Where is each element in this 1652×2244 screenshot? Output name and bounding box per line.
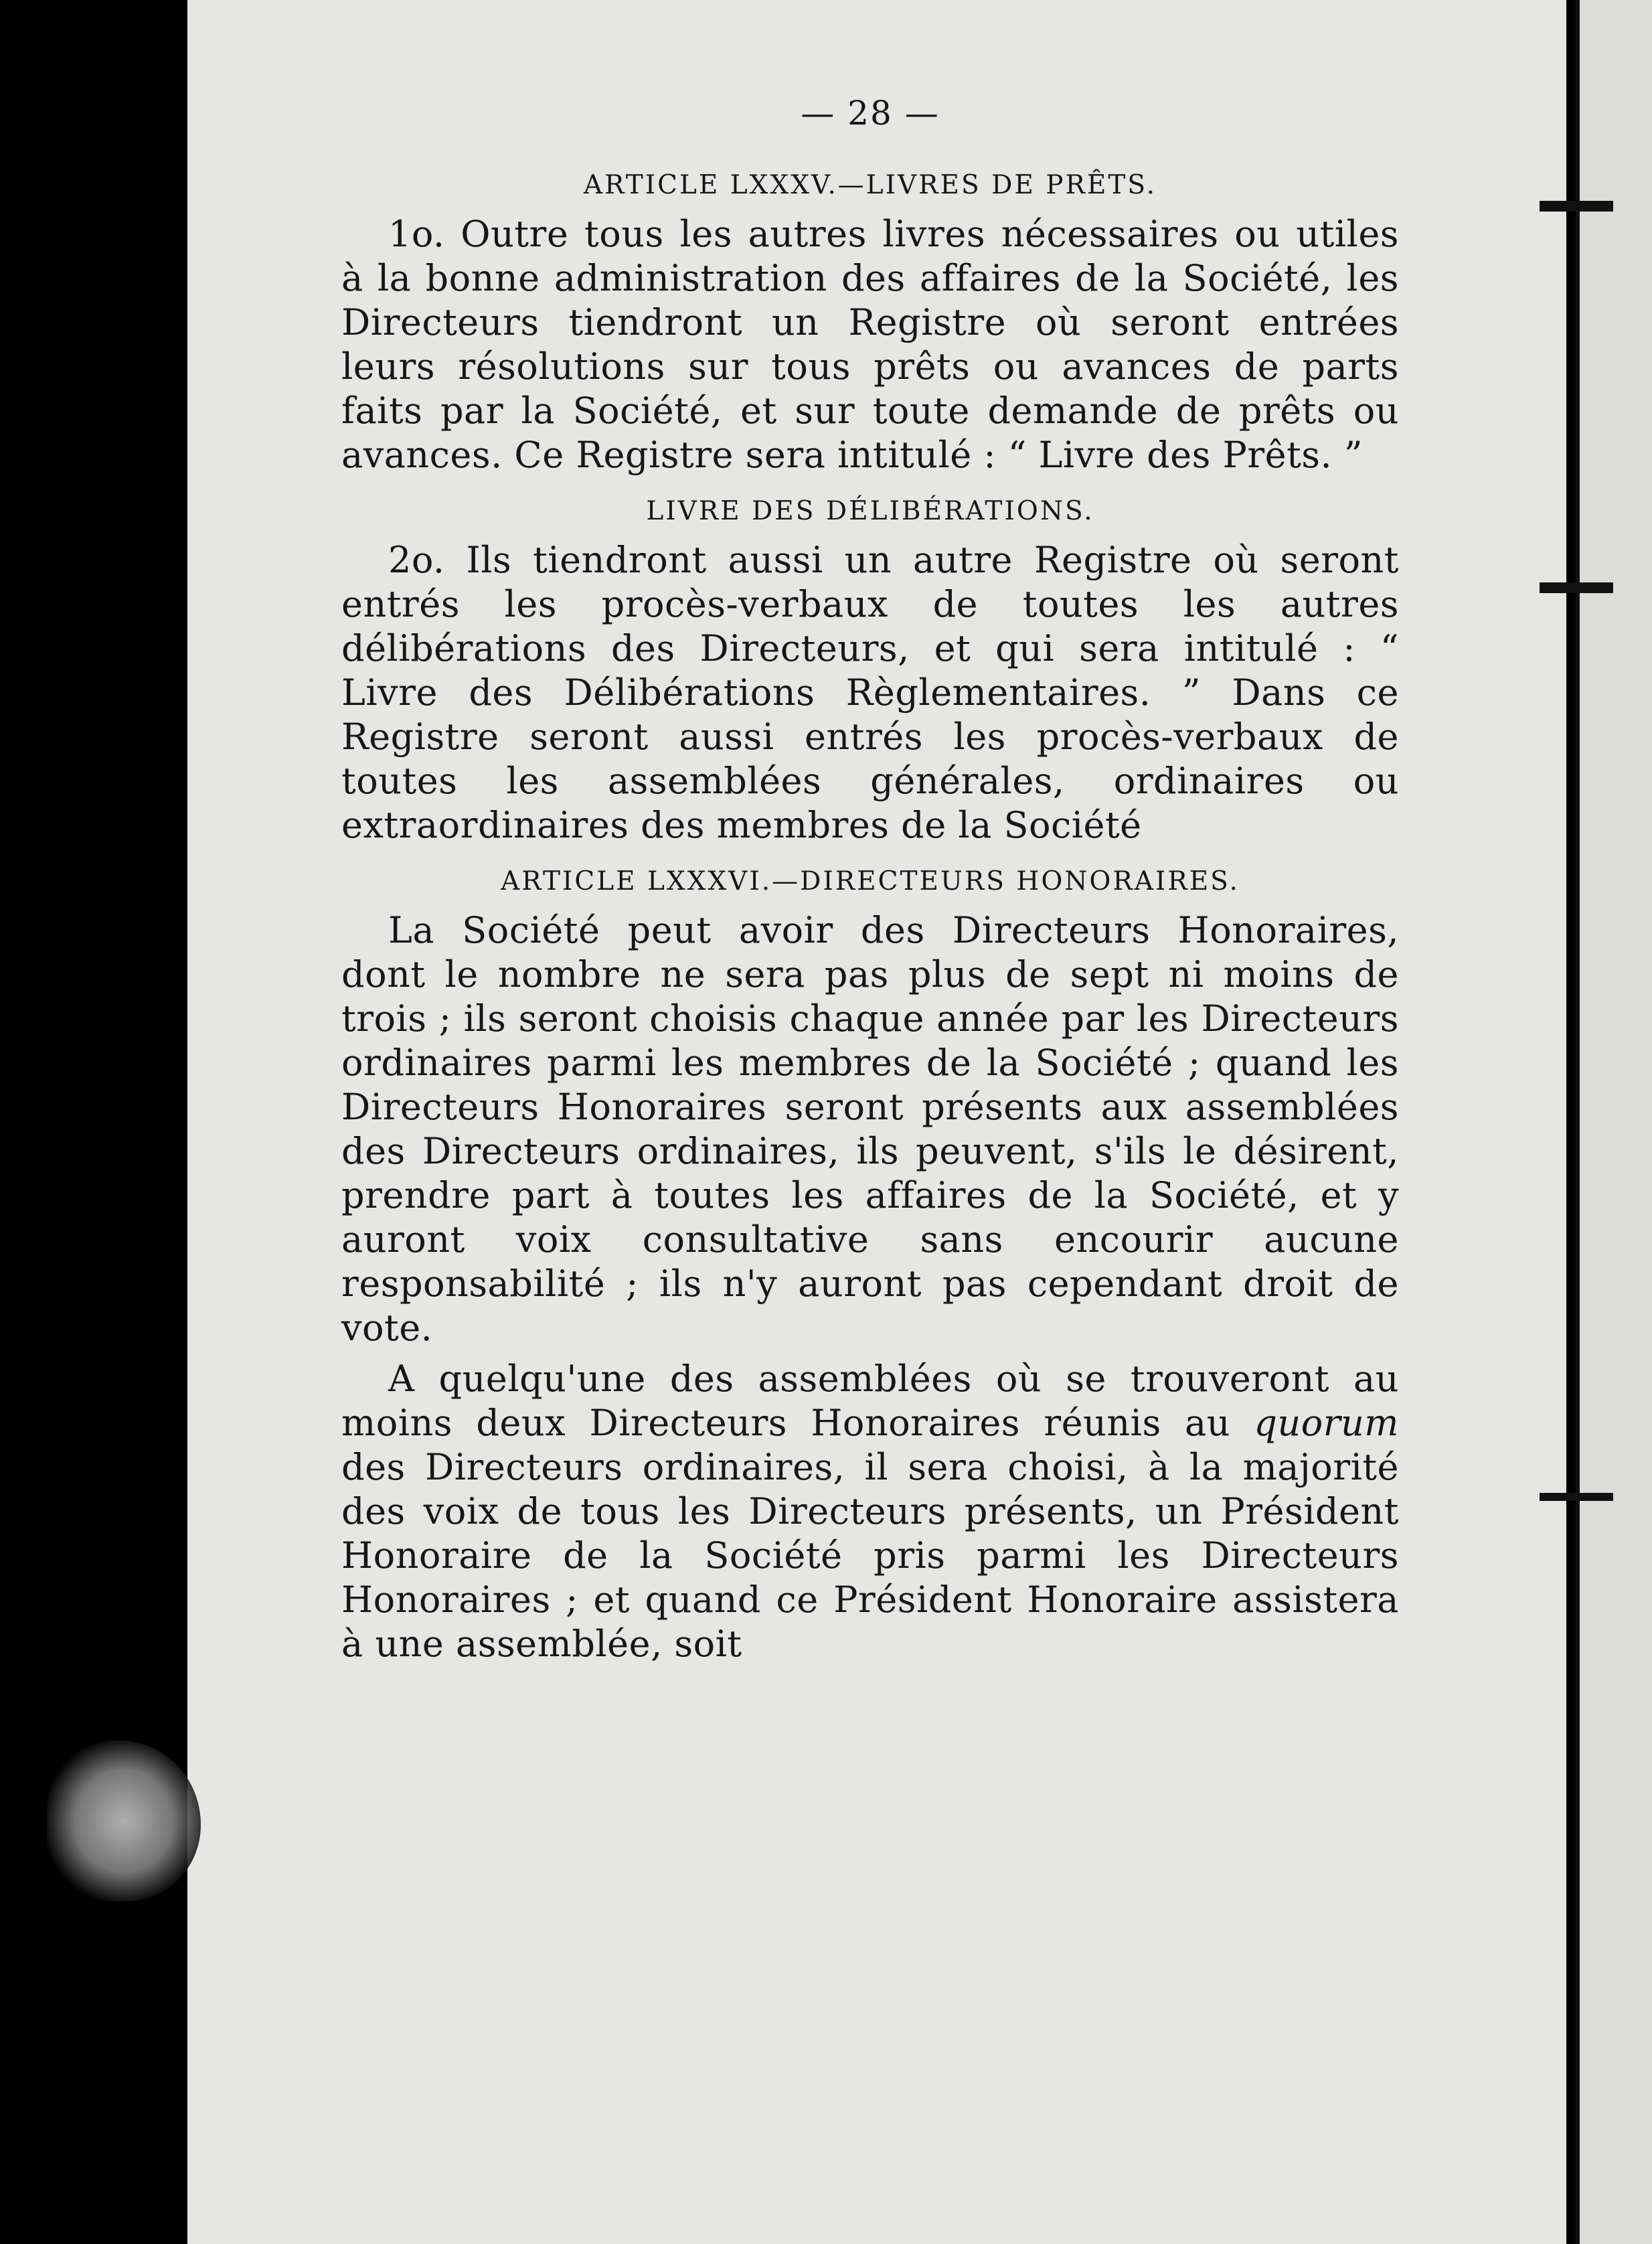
section-heading-art86: ARTICLE LXXXVI.—DIRECTEURS HONORAIRES. bbox=[501, 866, 1240, 896]
page-content bbox=[341, 94, 1399, 1685]
paragraph-art86-1: La Société peut avoir des Directeurs Honoraires, dont le nombre ne sera pas plus de sept ni moins de trois ; ils seront choisis chaque année par les Directeurs ordinaires parmi les membres de la Société ; quand les Directeurs Honoraires seront présents aux assemblées des Directeurs ordinaires, ils peuvent, s'ils le désirent, prendre part à toutes les affaires de la Société, et y auront voix consultative sans encourir aucune responsabilité ; ils n'y auront pas cependant droit de vote. bbox=[341, 909, 1399, 1349]
italic-term: quorum bbox=[1254, 1402, 1399, 1444]
section-heading-deliberations: LIVRE DES DÉLIBÉRATIONS. bbox=[646, 496, 1094, 526]
paragraph-text: des Directeurs ordinaires, il sera choisi, à la majorité des voix de tous les Directeurs présents, un Président Honoraire de la Société pris parmi les Directeurs Honoraires ; et quand ce Président Honoraire assistera à une assemblée, soit bbox=[341, 1446, 1399, 1665]
margin-mark bbox=[1540, 1493, 1613, 1501]
page-number: — 28 — bbox=[801, 94, 940, 133]
adjacent-page-edge bbox=[1576, 0, 1652, 2244]
page-stain bbox=[47, 1741, 201, 1901]
margin-mark bbox=[1540, 201, 1613, 212]
margin-mark bbox=[1540, 582, 1613, 593]
paragraph-text: A quelqu'une des assemblées où se trouveront au moins deux Directeurs Honoraires réunis au bbox=[341, 1358, 1399, 1444]
paragraph-art86-2 bbox=[341, 1357, 1399, 1666]
section-heading-art85: ARTICLE LXXXV.—LIVRES DE PRÊTS. bbox=[583, 170, 1157, 200]
paragraph-art85-1: 1o. Outre tous les autres livres nécessaires ou utiles à la bonne administration des affaires de la Société, les Directeurs tiendront un Registre où seront entrées leurs résolutions sur tous prêts ou avances de parts faits par la Société, et sur toute demande de prêts ou avances. Ce Registre sera intitulé : “ Livre des Prêts. ” bbox=[341, 213, 1399, 476]
paragraph-art85-2: 2o. Ils tiendront aussi un autre Registre où seront entrés les procès-verbaux de toutes les autres délibérations des Directeurs, et qui sera intitulé : “ Livre des Délibérations Règlementaires. ” Dans ce Registre seront aussi entrés les procès-verbaux de toutes les assemblées générales, ordinaires ou extraordinaires des membres de la Société bbox=[341, 539, 1399, 846]
